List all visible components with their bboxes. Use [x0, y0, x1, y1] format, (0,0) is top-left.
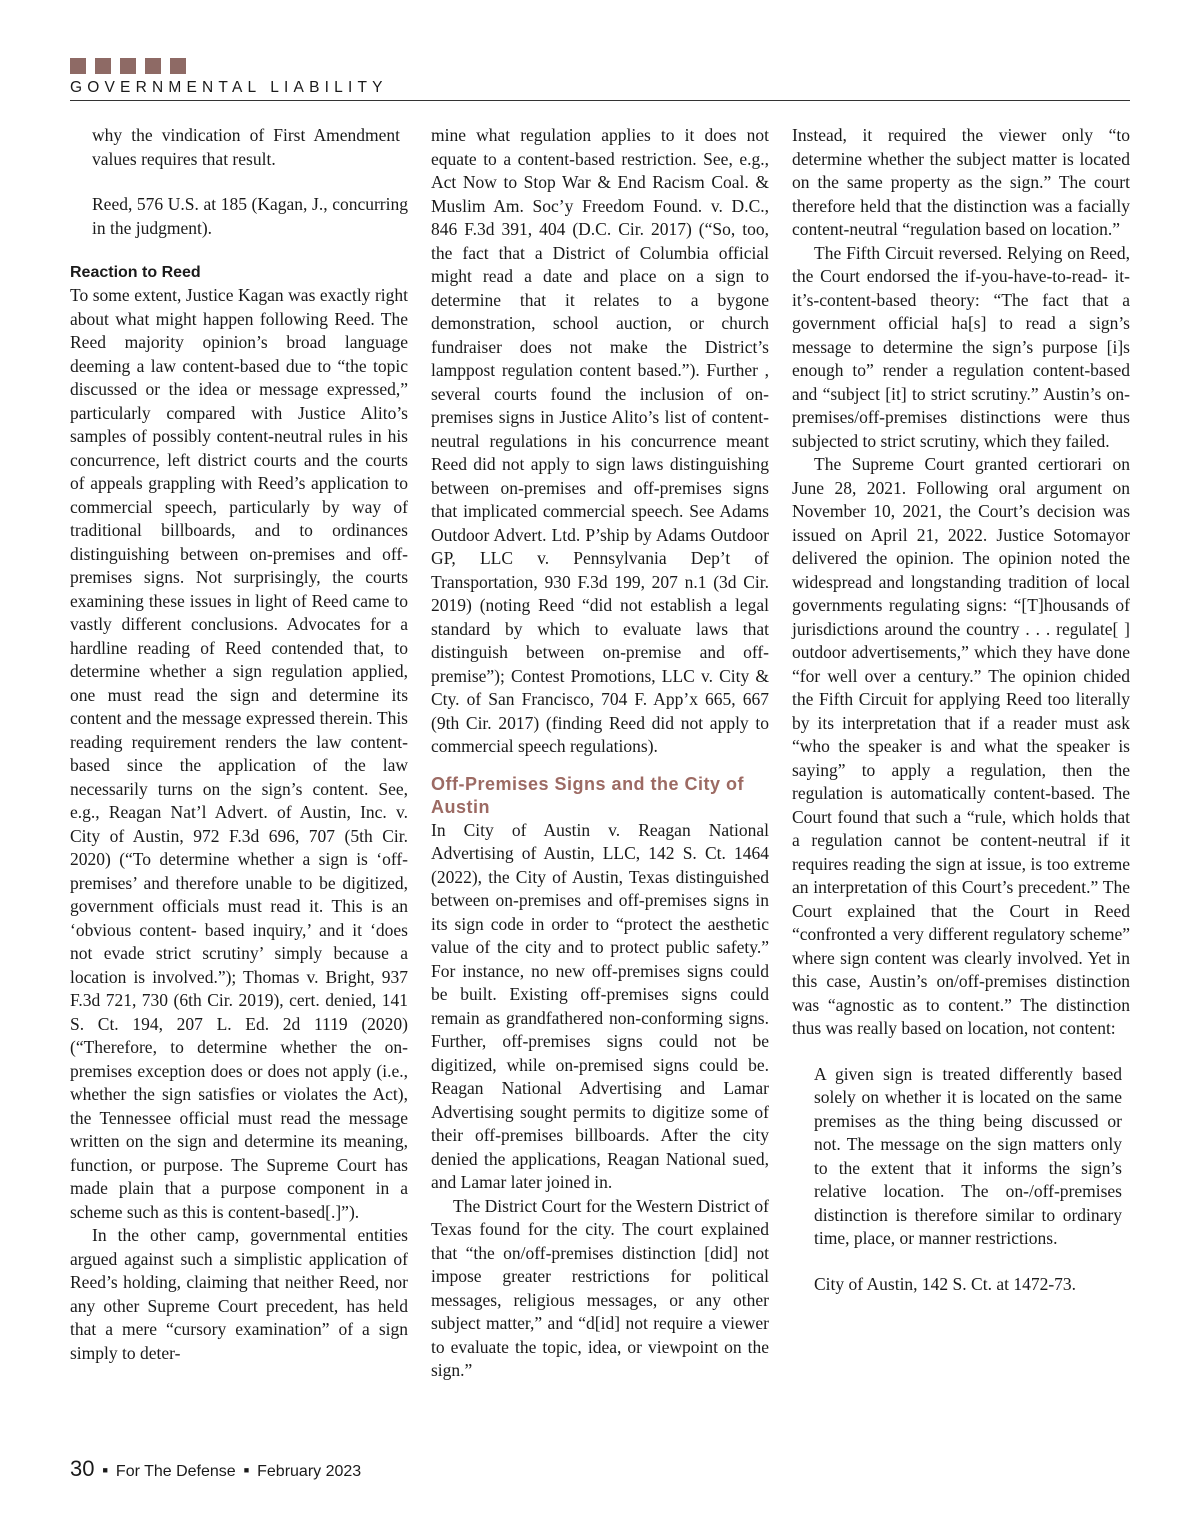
- paragraph: In City of Austin v. Reagan National Advertising of Austin, LLC, 142 S. Ct. 1464 (2022), the City of Austin, Texas distinguished between on-premises and off-premises signs in its sign code in order to “protect the aesthetic value of the city and to protect public safety.” For instance, no new off-premises signs could be built. Existing off-premises signs could remain as grandfathered non-conforming signs. Further, off-premises signs could not be digitized, while on-premised signs could be. Reagan National Advertising and Lamar Advertising sought permits to digitize some of their off-premises billboards. After the city denied the applications, Reagan National sued, and Lamar later joined in.: [431, 819, 769, 1192]
- citation-city-of-austin: City of Austin, 142 S. Ct. at 1472-73.: [814, 1273, 1077, 1294]
- paragraph: The District Court for the Western District of Texas found for the city. The court explained that “the on/off-premises distinction [did] not impose greater restrictions for political messages, religious messages, or any other subject matter,” and “d[id] not require a viewer to evaluate the topic, idea, or viewpoint on the sign.”: [431, 1195, 769, 1380]
- citation-kagan: Reed, 576 U.S. at 185 (Kagan, J., concurring in the judgment).: [92, 194, 408, 238]
- section-label: GOVERNMENTAL LIABILITY: [70, 79, 388, 96]
- publication-name: For The Defense: [115, 1463, 236, 1480]
- page-number: 30: [70, 1456, 95, 1481]
- section-marker-squares: [70, 58, 186, 74]
- paragraph-continued: mine what regulation applies to it does not equate to a content-based restriction. See, e.g., Act Now to Stop War & End Racism Coal. & Muslim Am. Soc’y Freedom Found. v. D.C., 846 F.3d 391, 404 (D.C. Cir. 2017) (“So, too, the fact that a District of Columbia official might read a date and place on a sign to determine that it relates to a bygone demonstration, school auction, or church fundraiser does not make the District’s lamppost regulation content based.”). Further , several courts found the inclusion of on-premises signs in Justice Alito’s list of content-neutral regulations in his concurrence meant Reed did not apply to sign laws distinguishing between on-premises and off-premises signs that implicated commercial speech. See Adams Outdoor Advert. Ltd. P’ship by Adams Outdoor GP, LLC v. Pennsylvania Dep’t of Transportation, 930 F.3d 199, 207 n.1 (3d Cir. 2019) (noting Reed “did not establish a legal standard by which to evaluate laws that distinguish between on-premise and off-premise”); Contest Promotions, LLC v. City & Cty. of San Francisco, 704 F. App’x 665, 667 (9th Cir. 2017) (finding Reed did not apply to commercial speech regulations).: [431, 125, 769, 756]
- column-1: [70, 124, 408, 1365]
- paragraph-continued: Instead, it required the viewer only “to determine whether the subject matter is located on the same property as the sign.” The court therefore held that the distinction was a facially content-neutral “regulation based on location.”: [792, 125, 1130, 239]
- block-quote: A given sign is treated differently based solely on whether it is located on the same premises as the thing being discussed or not. The message on the sign matters only to the extent that it informs the sign’s relative location. The on-/off-premises distinction is therefore similar to ordinary time, place, or manner restrictions.: [814, 1063, 1122, 1248]
- column-3: [792, 124, 1130, 1296]
- subhead-reaction-to-reed: Reaction to Reed: [70, 264, 201, 281]
- marker-square: [145, 58, 161, 74]
- subhead-off-premises-signs: Off-Premises Signs and the City of Austin: [431, 773, 745, 817]
- header-rule: [70, 100, 1130, 101]
- column-2: [431, 124, 769, 1383]
- paragraph: The Fifth Circuit reversed. Relying on Reed, the Court endorsed the if-you-have-to-read- it-it’s-content-based theory: “The fact that a government official ha[s] to read a sign’s message to determine the sign’s purpose [i]s enough to” render a regulation content-based and “subject [it] to strict scrutiny.” Austin’s on-premises/off-premises distinctions were thus subjected to strict scrutiny, which they failed.: [792, 242, 1130, 451]
- separator-icon: ■: [243, 1465, 250, 1475]
- paragraph: To some extent, Justice Kagan was exactly right about what might happen following Reed. The Reed majority opinion’s broad language deeming a law content-based due to “the topic discussed or the idea or message expressed,” particularly compared with Justice Alito’s samples of possibly content-neutral rules in his concurrence, left district courts and the courts of appeals grappling with Reed’s application to commercial speech, particularly by way of traditional billboards, and to ordinances distinguishing between on-premises and off-premises signs. Not surprisingly, the courts examining these issues in light of Reed came to vastly different conclusions. Advocates for a hardline reading of Reed contended that, to determine whether a sign regulation applied, one must read the sign and determine its content and the message expressed therein. This reading requirement renders the law content-based since the application of the law necessarily turns on the sign’s content. See, e.g., Reagan Nat’l Advert. of Austin, Inc. v. City of Austin, 972 F.3d 696, 707 (5th Cir. 2020) (“To determine whether a sign is ‘off-premises’ and therefore unable to be digitized, government officials must read it. This is an ‘obvious content- based inquiry,’ and it ‘does not evade strict scrutiny’ simply because a location is involved.”); Thomas v. Bright, 937 F.3d 721, 730 (6th Cir. 2019), cert. denied, 141 S. Ct. 194, 207 L. Ed. 2d 1119 (2020) (“Therefore, to determine whether the on-premises exception does or does not apply (i.e., whether the sign satisfies or violates the Act), the Tennessee official must read the message written on the sign and determine its meaning, function, or purpose. The Supreme Court has made plain that a purpose component in a scheme such as this is content-based[.]”).: [70, 285, 408, 1222]
- marker-square: [170, 58, 186, 74]
- marker-square: [95, 58, 111, 74]
- separator-icon: ■: [102, 1465, 108, 1475]
- paragraph: In the other camp, governmental entities argued against such a simplistic application of Reed’s holding, claiming that neither Reed, nor any other Supreme Court precedent, has held that a mere “cursory examination” of a sign simply to deter-: [70, 1225, 408, 1363]
- block-quote-tail: why the vindication of First Amendment values requires that result.: [92, 125, 400, 169]
- marker-square: [70, 58, 86, 74]
- paragraph: The Supreme Court granted certiorari on June 28, 2021. Following oral argument on November 10, 2021, the Court’s decision was issued on April 21, 2022. Justice Sotomayor delivered the opinion. The opinion noted the widespread and longstanding tradition of local governments regulating signs: “[T]housands of jurisdictions around the country . . . regulate[ ] outdoor advertisements,” which they have done “for well over a century.” The opinion chided the Fifth Circuit for applying Reed too literally by its interpretation that if a reader must ask “who the speaker is and what the speaker is saying” to apply a regulation, then the regulation is automatically content-based. The Court found that such a “rule, which holds that a regulation cannot be content-neutral if it requires reading the sign at issue, is too extreme an interpretation of this Court’s precedent.” The Court explained that the Court in Reed “confronted a very different regulatory scheme” where sign content was clearly involved. Yet in this case, Austin’s on/off-premises distinction was “agnostic as to content.” The distinction thus was really based on location, not content:: [792, 454, 1130, 1038]
- issue-date: February 2023: [257, 1463, 362, 1480]
- marker-square: [120, 58, 136, 74]
- page-footer: [70, 1456, 361, 1482]
